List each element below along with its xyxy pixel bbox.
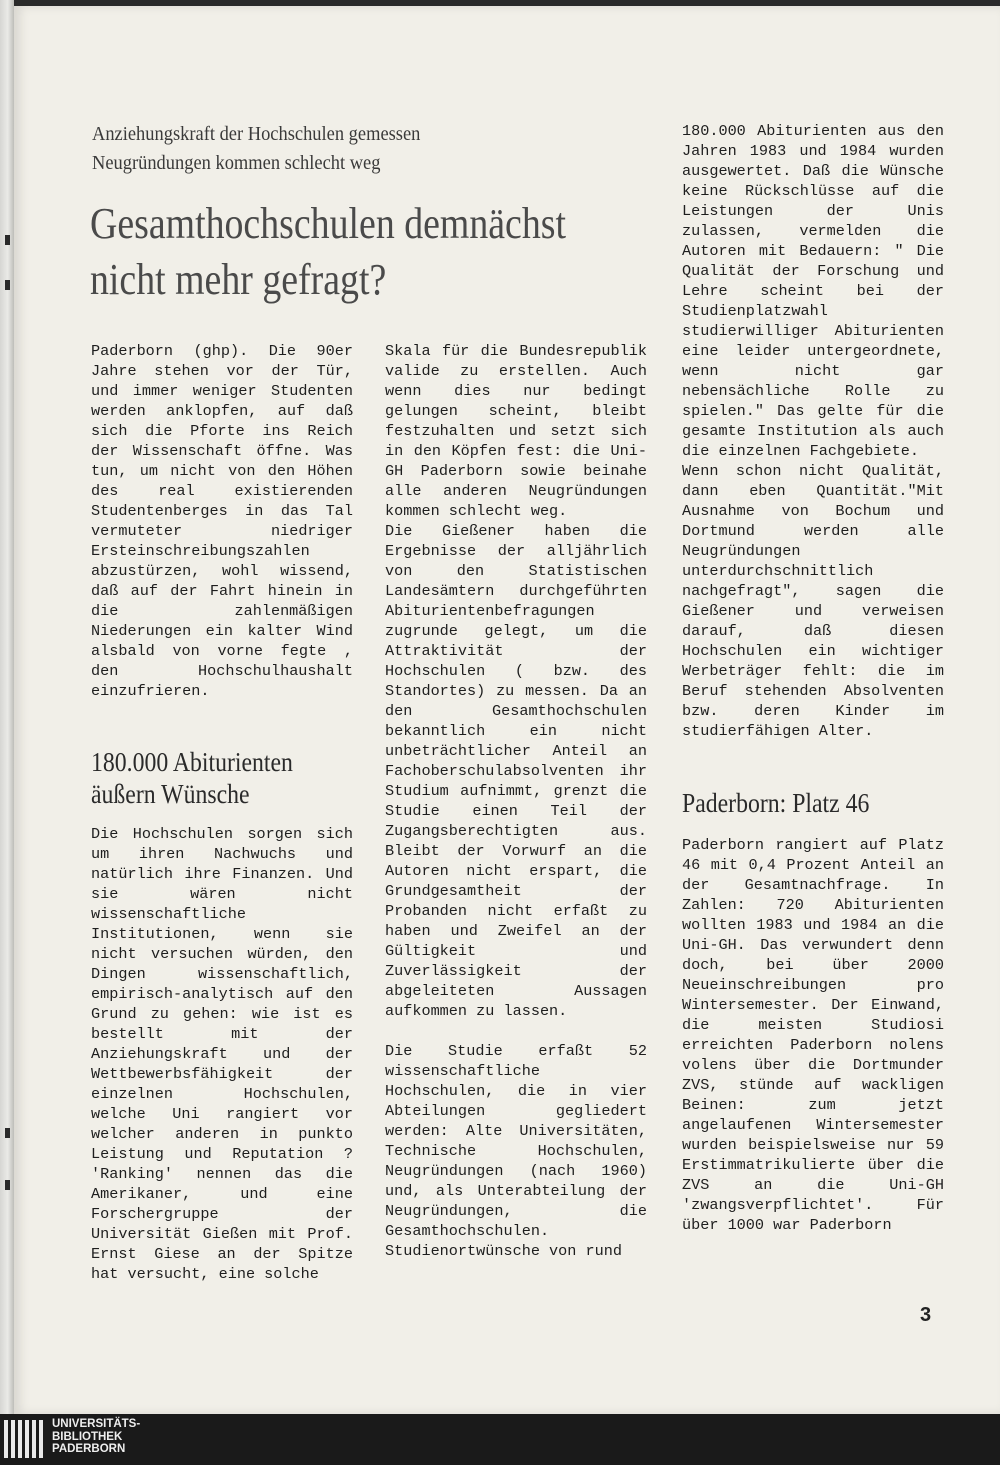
article-column-1 — [91, 341, 353, 1284]
logo-line: BIBLIOTHEK — [52, 1430, 123, 1443]
paragraph: 180.000 Abiturienten aus den Jahren 1983 und 1984 wurden ausgewertet. Daß die Wünsche keine Rückschlüsse auf die Leistungen der Unis zulassen, vermelden die Autoren mit Bedauern: " Die Qualität der Forschung und Lehre scheint bei der Studienplatzwahl studierwilliger Abiturienten eine leider untergeordnete, wenn nicht gar nebensächliche Rolle zu spielen." Das gelte für die gesamte Institution als auch die einzelnen Fachgebiete. — [682, 122, 944, 460]
paragraph: Die Hochschulen sorgen sich um ihren Nachwuchs und natürlich ihre Finanzen. Und sie wären nicht wissenschaftliche Institutionen, wenn sie nicht versuchen würden, den Dingen wissenschaftlich, empirisch-analytisch auf den Grund zu gehen: wie ist es bestellt mit der Anziehungskraft und der Wettbewerbsfähigkeit der einzelnen Hochschulen, welche Uni rangiert vor welcher anderen in punkto Leistung und Reputation ? 'Ranking' nennen das die Amerikaner, und eine Forschergruppe der Universität Gießen mit Prof. Ernst Giese an der Spitze hat versucht, eine solche — [91, 825, 353, 1283]
paragraph: Paderborn rangiert auf Platz 46 mit 0,4 Prozent Anteil an der Gesamtnachfrage. In Zahlen: 720 Abiturienten wollten 1983 und 1984 an die Uni-GH. Das verwundert denn doch, bei über 2000 Neueinschreibungen pro Wintersemester. Der Einwand, die meisten Studiosi erreichten Paderborn nolens volens über die Dortmunder ZVS, stünde auf wackligen Beinen: zum jetzt angelaufenen Wintersemester wurden beispielsweise nur 59 Erstimmatrikulierte über die ZVS an die Uni-GH 'zwangsverpflichtet'. Für über 1000 war Paderborn — [682, 836, 944, 1234]
binding-mark — [5, 280, 10, 290]
article-kicker — [92, 120, 560, 178]
paragraph: Skala für die Bundesrepublik valide zu erstellen. Auch wenn dies nur bedingt gelungen scheint, bleibt festzuhalten und setzt sich in den Köpfen fest: die Uni-GH Paderborn sowie beinahe alle anderen Neugründungen kommen schlecht weg. — [385, 342, 647, 520]
kicker-line: Neugründungen kommen schlecht weg — [92, 152, 381, 174]
paragraph: Paderborn (ghp). Die 90er Jahre stehen vor der Tür, und immer weniger Studenten werden anklopfen, auf daß sich die Pforte ins Reich der Wissenschaft öffne. Was tun, um nicht von den Höhen des real existierenden Studentenberges in das Tal vermuteter niedriger Ersteinschreibungszahlen abzustürzen, wohl wissend, daß auf der Fahrt hinein in die zahlenmäßigen Niederungen ein kalter Wind alsbald von vorne fegte , den Hochschulhaushalt einzufrieren. — [91, 342, 353, 700]
library-logo-icon — [4, 1420, 46, 1458]
library-footer — [0, 1414, 1000, 1465]
logo-line: PADERBORN — [52, 1443, 126, 1455]
paragraph: Wenn schon nicht Qualität, dann eben Quantität."Mit Ausnahme von Bochum und Dortmund werden alle Neugründungen unterdurchschnittlich nachgefragt", sagen die Gießener und verweisen darauf, daß diesen Hochschulen ein wichtiger Werbeträger fehlt: die im Beruf stehenden Absolventen bzw. deren Kinder im studierfähigen Alter. — [682, 462, 944, 740]
subheading — [91, 746, 322, 810]
headline-line: Gesamthochschulen demnächst — [90, 199, 567, 248]
article-column-3 — [682, 121, 944, 1235]
headline-line: nicht mehr gefragt? — [90, 255, 387, 304]
paragraph: Die Gießener haben die Ergebnisse der alljährlich von den Statistischen Landesämtern durchgeführten Abiturientenbefragungen zugrunde gelegt, um die Attraktivität der Hochschulen ( bzw. des Standortes) zu messen. Da an den Gesamthochschulen bekanntlich ein nicht unbeträchtlicher Anteil an Fachoberschulabsolventen ihr Studium aufnimmt, grenzt die Studie einen Teil der Zugangsberechtigten aus. Bleibt der Vorwurf an die Autoren nicht erspart, die Grundgesamtheit der Probanden nicht erfaßt zu haben und Zweifel an der Gültigkeit und Zuverlässigkeit der abgeleiteten Aussagen aufkommen zu lassen. — [385, 522, 647, 1020]
logo-line: UNIVERSITÄTS- — [52, 1418, 141, 1430]
page-number: 3 — [920, 1304, 932, 1326]
library-logo-text — [52, 1418, 140, 1456]
binding-mark — [5, 1128, 10, 1138]
article-headline — [90, 196, 623, 308]
subheading-line: 180.000 Abiturienten — [91, 747, 293, 777]
page-binding — [0, 0, 14, 1414]
binding-mark — [5, 1180, 10, 1190]
binding-mark — [5, 235, 10, 245]
paragraph: Die Studie erfaßt 52 wissenschaftliche Hochschulen, die in vier Abteilungen gegliedert werden: Alte Universitäten, Technische Hochschulen, Neugründungen (nach 1960) und, als Unterabteilung der Neugründungen, die Gesamthochschulen. Studienortwünsche von rund — [385, 1042, 647, 1260]
kicker-line: Anziehungskraft der Hochschulen gemessen — [92, 123, 421, 145]
article-column-2 — [385, 341, 647, 1261]
subheading: Paderborn: Platz 46 — [682, 788, 870, 818]
subheading-line: äußern Wünsche — [91, 779, 250, 809]
